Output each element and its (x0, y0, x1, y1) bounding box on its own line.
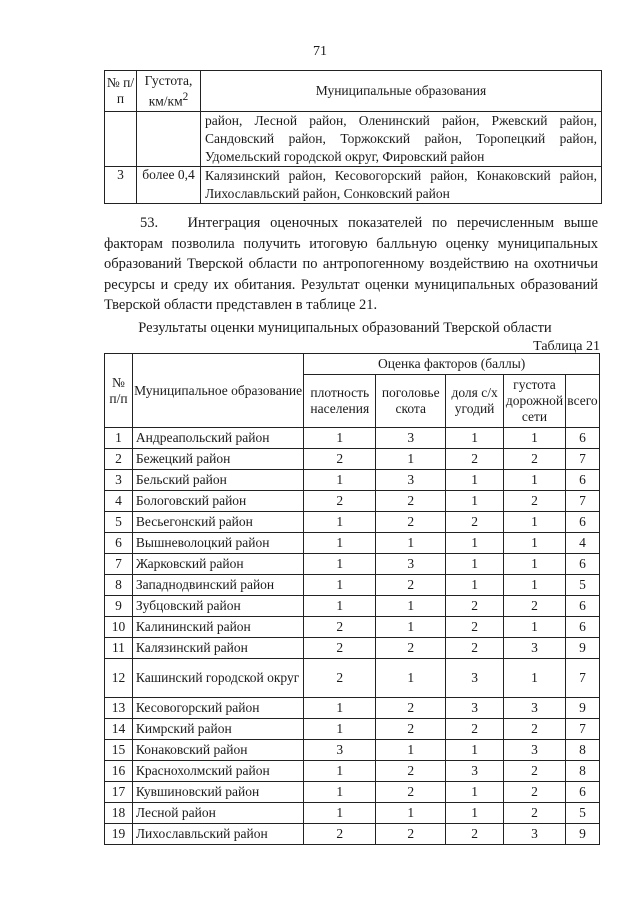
cell-total: 6 (565, 554, 599, 575)
cell-name: Андреапольский район (132, 428, 303, 449)
cell-num: 13 (105, 698, 133, 719)
cell-density: 1 (304, 554, 376, 575)
density-table-header (105, 71, 602, 112)
cell-density: 3 (304, 740, 376, 761)
density-table-row (105, 167, 602, 204)
table-row (105, 740, 600, 761)
table-label: Таблица 21 (533, 339, 600, 354)
density-table-row (105, 112, 602, 167)
cell-num: 9 (105, 596, 133, 617)
cell-agri: 1 (446, 491, 504, 512)
header-density (137, 71, 201, 112)
cell-num: 8 (105, 575, 133, 596)
row-density: более 0,4 (137, 167, 201, 204)
cell-livestock: 2 (376, 824, 446, 845)
cell-total: 7 (565, 449, 599, 470)
table-row (105, 659, 600, 698)
cell-density: 1 (304, 719, 376, 740)
cell-total: 6 (565, 512, 599, 533)
cell-name: Бологовский район (132, 491, 303, 512)
cell-agri: 1 (446, 803, 504, 824)
header-roads: густота дорожной сети (504, 375, 566, 428)
cell-livestock: 1 (376, 596, 446, 617)
cell-num: 5 (105, 512, 133, 533)
table-row (105, 824, 600, 845)
cell-num: 15 (105, 740, 133, 761)
cell-agri: 2 (446, 824, 504, 845)
cell-total: 6 (565, 782, 599, 803)
cell-num: 10 (105, 617, 133, 638)
cell-roads: 3 (504, 740, 566, 761)
cell-livestock: 2 (376, 719, 446, 740)
table-row (105, 761, 600, 782)
cell-density: 2 (304, 449, 376, 470)
cell-roads: 1 (504, 428, 566, 449)
cell-livestock: 3 (376, 470, 446, 491)
cell-roads: 1 (504, 533, 566, 554)
table-row (105, 698, 600, 719)
cell-name: Кувшиновский район (132, 782, 303, 803)
cell-total: 5 (565, 803, 599, 824)
cell-roads: 2 (504, 449, 566, 470)
table-row (105, 596, 600, 617)
cell-agri: 3 (446, 659, 504, 698)
header-group: Оценка факторов (баллы) (304, 354, 600, 375)
cell-total: 9 (565, 638, 599, 659)
header-population-density: плотность населения (304, 375, 376, 428)
header-num: № п/п (105, 71, 137, 112)
cell-livestock: 2 (376, 638, 446, 659)
cell-livestock: 1 (376, 617, 446, 638)
cell-name: Вышневолоцкий район (132, 533, 303, 554)
cell-name: Жарковский район (132, 554, 303, 575)
cell-total: 8 (565, 761, 599, 782)
cell-roads: 1 (504, 575, 566, 596)
cell-density: 2 (304, 617, 376, 638)
cell-total: 9 (565, 698, 599, 719)
cell-roads: 1 (504, 617, 566, 638)
header-livestock: поголовье скота (376, 375, 446, 428)
cell-roads: 2 (504, 596, 566, 617)
cell-roads: 3 (504, 824, 566, 845)
cell-livestock: 1 (376, 449, 446, 470)
cell-roads: 1 (504, 512, 566, 533)
cell-total: 6 (565, 470, 599, 491)
continued-text: район, Лесной район, Оленинский район, Ржевский район, Сандовский район, Торжокский район, Торопецкий район, Удомельский городской округ, Фировский район (201, 112, 602, 167)
cell-agri: 2 (446, 596, 504, 617)
cell-agri: 2 (446, 719, 504, 740)
cell-density: 1 (304, 596, 376, 617)
cell-density: 1 (304, 698, 376, 719)
cell-density: 1 (304, 803, 376, 824)
table-row (105, 575, 600, 596)
cell-num: 6 (105, 533, 133, 554)
cell-livestock: 1 (376, 659, 446, 698)
cell-num: 7 (105, 554, 133, 575)
cell-density: 2 (304, 491, 376, 512)
cell-agri: 1 (446, 554, 504, 575)
cell-agri: 1 (446, 740, 504, 761)
cell-density: 1 (304, 512, 376, 533)
cell-name: Калязинский район (132, 638, 303, 659)
table-row (105, 554, 600, 575)
cell-density: 1 (304, 428, 376, 449)
cell-num: 19 (105, 824, 133, 845)
table-row (105, 803, 600, 824)
cell-num: 12 (105, 659, 133, 698)
row-municipal: Калязинский район, Кесовогорский район, Конаковский район, Лихославльский район, Сонковский район (201, 167, 602, 204)
header-num: № п/п (105, 354, 133, 428)
cell-name: Краснохолмский район (132, 761, 303, 782)
cell-total: 4 (565, 533, 599, 554)
cell-agri: 1 (446, 533, 504, 554)
table-row (105, 638, 600, 659)
cell-livestock: 2 (376, 575, 446, 596)
cell-agri: 1 (446, 428, 504, 449)
cell-livestock: 1 (376, 533, 446, 554)
cell-roads: 2 (504, 491, 566, 512)
header-density-label: Густота, км/км (144, 72, 193, 109)
cell-total: 6 (565, 596, 599, 617)
cell-livestock: 2 (376, 512, 446, 533)
cell-num: 11 (105, 638, 133, 659)
cell-total: 6 (565, 428, 599, 449)
cell-total: 9 (565, 824, 599, 845)
cell-livestock: 2 (376, 491, 446, 512)
table-row (105, 719, 600, 740)
table-row (105, 428, 600, 449)
header-municipal: Муниципальные образования (201, 71, 602, 112)
cell-roads: 1 (504, 470, 566, 491)
cell-name: Западнодвинский район (132, 575, 303, 596)
cell-density: 2 (304, 659, 376, 698)
cell-livestock: 2 (376, 698, 446, 719)
cell-num: 1 (105, 428, 133, 449)
cell-roads: 2 (504, 719, 566, 740)
cell-num: 18 (105, 803, 133, 824)
cell-agri: 2 (446, 638, 504, 659)
paragraph-text: Интеграция оценочных показателей по перечисленным выше факторам позволила получить итоговую балльную оценку муниципальных образований Тверской области по антропогенному воздействию на охотничьи ресурсы и среду их обитания. Результат оценки муниципальных образований Тверской области представлен в таблице 21. (104, 215, 599, 313)
cell-total: 6 (565, 617, 599, 638)
cell-roads: 2 (504, 803, 566, 824)
paragraph-number: 53. (140, 215, 159, 231)
cell-total: 7 (565, 491, 599, 512)
cell-density: 2 (304, 824, 376, 845)
table-row (105, 470, 600, 491)
cell-agri: 1 (446, 782, 504, 803)
cell-name: Лихославльский район (132, 824, 303, 845)
cell-density: 1 (304, 761, 376, 782)
cell-name: Кесовогорский район (132, 698, 303, 719)
cell-roads: 1 (504, 554, 566, 575)
table-row (105, 533, 600, 554)
cell-roads: 3 (504, 698, 566, 719)
cell-total: 8 (565, 740, 599, 761)
header-total: всего (565, 375, 599, 428)
cell-name: Калининский район (132, 617, 303, 638)
cell-density: 1 (304, 533, 376, 554)
cell-name: Лесной район (132, 803, 303, 824)
cell-density: 1 (304, 470, 376, 491)
row-num: 3 (105, 167, 137, 204)
cell-total: 5 (565, 575, 599, 596)
cell-density: 2 (304, 638, 376, 659)
cell-livestock: 1 (376, 740, 446, 761)
cell-name: Весьегонский район (132, 512, 303, 533)
table-title: Результаты оценки муниципальных образований Тверской области (138, 320, 552, 336)
cell-agri: 1 (446, 470, 504, 491)
cell-agri: 2 (446, 617, 504, 638)
cell-name: Кимрский район (132, 719, 303, 740)
cell-density: 1 (304, 782, 376, 803)
cell-name: Конаковский район (132, 740, 303, 761)
cell-num: 3 (105, 470, 133, 491)
header-agri: доля с/х угодий (446, 375, 504, 428)
cell-agri: 3 (446, 761, 504, 782)
cell-name: Бельский район (132, 470, 303, 491)
page-number: 71 (313, 44, 327, 59)
cell-num: 2 (105, 449, 133, 470)
table-row (105, 491, 600, 512)
table-row (105, 449, 600, 470)
cell-roads: 2 (504, 782, 566, 803)
paragraph-53 (104, 213, 598, 316)
table-row (105, 617, 600, 638)
cell-name: Кашинский городской округ (132, 659, 303, 698)
cell-density: 1 (304, 575, 376, 596)
cell-roads: 1 (504, 659, 566, 698)
cell-num: 17 (105, 782, 133, 803)
header-name: Муниципальное образование (132, 354, 303, 428)
density-table (104, 70, 602, 204)
cell-roads: 3 (504, 638, 566, 659)
cell-livestock: 3 (376, 554, 446, 575)
cell-livestock: 2 (376, 782, 446, 803)
cell-total: 7 (565, 719, 599, 740)
cell-livestock: 2 (376, 761, 446, 782)
cell-agri: 1 (446, 575, 504, 596)
results-table (104, 353, 600, 845)
cell-livestock: 3 (376, 428, 446, 449)
table-row (105, 512, 600, 533)
cell-agri: 3 (446, 698, 504, 719)
cell-agri: 2 (446, 449, 504, 470)
cell-num: 16 (105, 761, 133, 782)
cell-num: 4 (105, 491, 133, 512)
cell-name: Бежецкий район (132, 449, 303, 470)
table-row (105, 782, 600, 803)
cell-agri: 2 (446, 512, 504, 533)
cell-num: 14 (105, 719, 133, 740)
cell-name: Зубцовский район (132, 596, 303, 617)
cell-livestock: 1 (376, 803, 446, 824)
cell-total: 7 (565, 659, 599, 698)
cell-roads: 2 (504, 761, 566, 782)
header-density-sup: 2 (182, 90, 189, 103)
